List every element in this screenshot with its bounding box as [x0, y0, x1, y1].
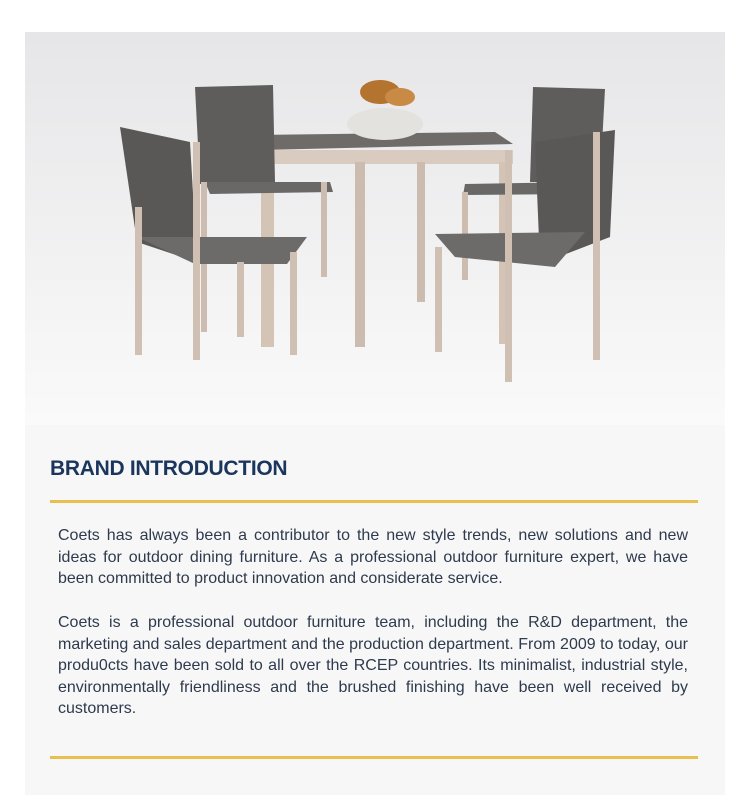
intro-paragraph-2: Coets is a professional outdoor furniture team, including the R&D department, the marketing and sales department and the production department. From 2009 to today, our produ0cts have been sold to all over the RCEP countries. Its minimalist, industrial style, environmentally friendliness and the brushed finishing have been well received by customers.: [58, 614, 688, 718]
divider-top: [50, 500, 698, 503]
intro-paragraph-1: Coets has always been a contributor to the new style trends, new solutions and new ideas for outdoor dining furniture. As a professional outdoor furniture expert, we have been committed to product innovation and considerate service.: [58, 527, 688, 588]
brand-introduction-section: [25, 425, 725, 795]
divider-bottom: [50, 756, 698, 759]
hero-product-image: [25, 32, 725, 425]
section-title: BRAND INTRODUCTION: [50, 457, 288, 480]
